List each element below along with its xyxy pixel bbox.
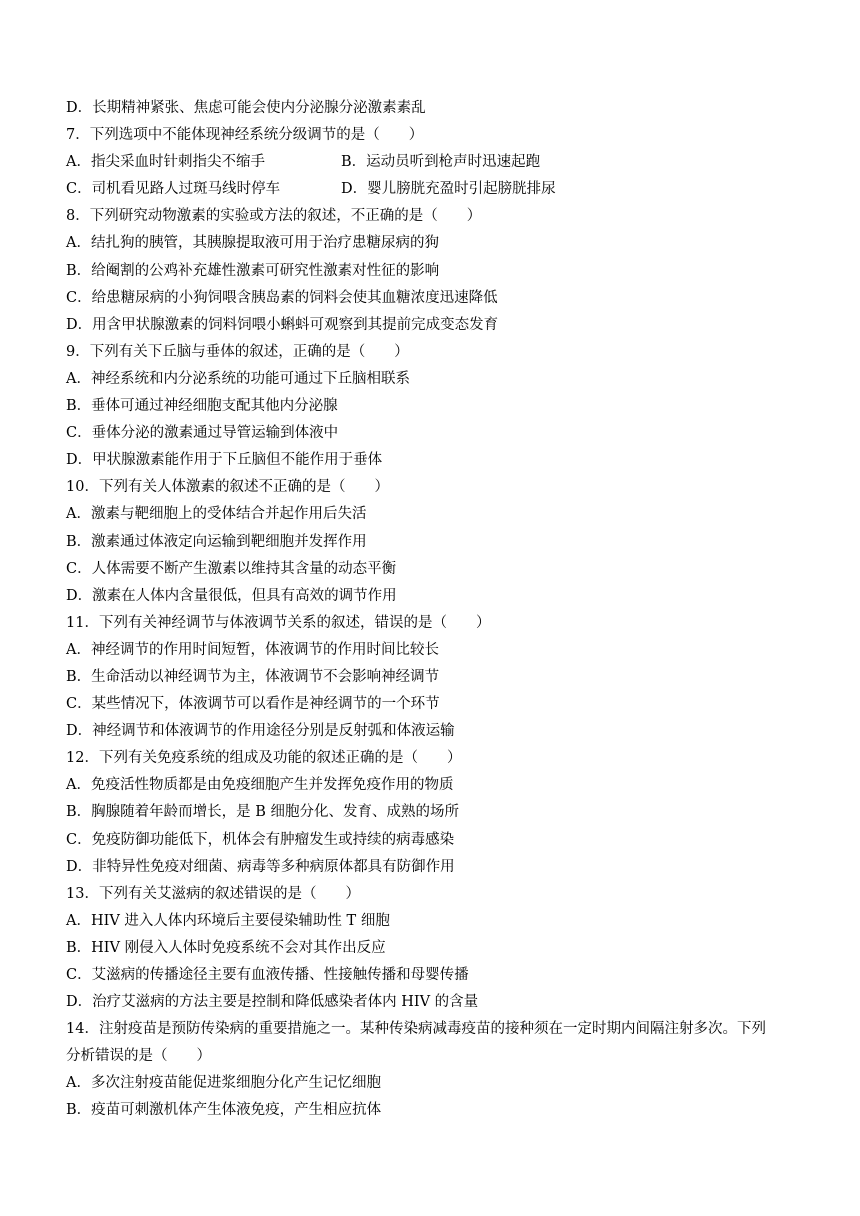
q13-option-b: B．HIV 刚侵入人体时免疫系统不会对其作出反应 <box>66 939 386 956</box>
q12-option-d: D．非特异性免疫对细菌、病毒等多种病原体都具有防御作用 <box>66 858 455 875</box>
q12-stem: 12．下列有关免疫系统的组成及功能的叙述正确的是（ ） <box>66 750 462 767</box>
q9-option-d: D．甲状腺激素能作用于下丘脑但不能作用于垂体 <box>66 452 383 469</box>
q8-option-c: C．给患糖尿病的小狗饲喂含胰岛素的饲料会使其血糖浓度迅速降低 <box>66 289 498 306</box>
q10-option-b: B．激素通过体液定向运输到靶细胞并发挥作用 <box>66 533 367 550</box>
q7-option-a: A．指尖采血时针刺指尖不缩手 <box>66 154 265 171</box>
q7-options-cd <box>66 176 806 203</box>
q14-stem-line2: 分析错误的是（ ） <box>66 1048 211 1065</box>
q7-option-c: C．司机看见路人过斑马线时停车 <box>66 181 281 198</box>
q13-option-a: A．HIV 进入人体内环境后主要侵染辅助性 T 细胞 <box>66 912 390 929</box>
q13-stem: 13．下列有关艾滋病的叙述错误的是（ ） <box>66 885 360 902</box>
q12-option-b: B．胸腺随着年龄而增长，是 B 细胞分化、发育、成熟的场所 <box>66 804 460 821</box>
q14-stem-line1: 14．注射疫苗是预防传染病的重要措施之一。某种传染病减毒疫苗的接种须在一定时期内间隔注射多次。下列 <box>66 1021 766 1038</box>
q14-option-b: B．疫苗可刺激机体产生体液免疫，产生相应抗体 <box>66 1102 382 1119</box>
q8-option-d: D．用含甲状腺激素的饲料饲喂小蝌蚪可观察到其提前完成变态发育 <box>66 316 499 333</box>
q7-stem: 7．下列选项中不能体现神经系统分级调节的是（ ） <box>66 127 424 144</box>
q7-options-ab <box>66 149 806 176</box>
q11-option-d: D．神经调节和体液调节的作用途径分别是反射弧和体液运输 <box>66 723 455 740</box>
q10-stem: 10．下列有关人体激素的叙述不正确的是（ ） <box>66 479 389 496</box>
q8-option-b: B．给阉割的公鸡补充雄性激素可研究性激素对性征的影响 <box>66 262 440 279</box>
q11-option-a: A．神经调节的作用时间短暂，体液调节的作用时间比较长 <box>66 641 439 658</box>
q6-option-d: D．长期精神紧张、焦虑可能会使内分泌腺分泌激素素乱 <box>66 100 426 116</box>
q9-option-b: B．垂体可通过神经细胞支配其他内分泌腺 <box>66 398 338 415</box>
q11-stem: 11．下列有关神经调节与体液调节关系的叙述，错误的是（ ） <box>66 614 491 631</box>
q7-option-b: B．运动员听到枪声时迅速起跑 <box>341 154 541 171</box>
q13-option-c: C．艾滋病的传播途径主要有血液传播、性接触传播和母婴传播 <box>66 967 469 983</box>
q12-option-a: A．免疫活性物质都是由免疫细胞产生并发挥免疫作用的物质 <box>66 777 454 794</box>
q9-option-a: A．神经系统和内分泌系统的功能可通过下丘脑相联系 <box>66 370 410 387</box>
q9-option-c: C．垂体分泌的激素通过导管运输到体液中 <box>66 425 339 442</box>
q10-option-d: D．激素在人体内含量很低，但具有高效的调节作用 <box>66 587 397 604</box>
q11-option-c: C．某些情况下，体液调节可以看作是神经调节的一个环节 <box>66 696 440 713</box>
q10-option-a: A．激素与靶细胞上的受体结合并起作用后失活 <box>66 506 367 523</box>
q12-option-c: C．免疫防御功能低下，机体会有肿瘤发生或持续的病毒感染 <box>66 831 455 848</box>
q10-option-c: C．人体需要不断产生激素以维持其含量的动态平衡 <box>66 560 397 577</box>
q13-option-d: D．治疗艾滋病的方法主要是控制和降低感染者体内 HIV 的含量 <box>66 994 479 1011</box>
q8-option-a: A．结扎狗的胰管，其胰腺提取液可用于治疗患糖尿病的狗 <box>66 235 439 252</box>
question-list <box>66 95 806 1125</box>
q9-stem: 9．下列有关下丘脑与垂体的叙述，正确的是（ ） <box>66 343 409 360</box>
q14-option-a: A．多次注射疫苗能促进浆细胞分化产生记忆细胞 <box>66 1075 381 1092</box>
q11-option-b: B．生命活动以神经调节为主，体液调节不会影响神经调节 <box>66 668 440 685</box>
q8-stem: 8．下列研究动物激素的实验或方法的叙述，不正确的是（ ） <box>66 208 482 225</box>
q7-option-d: D．婴儿膀胱充盈时引起膀胱排尿 <box>341 181 556 198</box>
